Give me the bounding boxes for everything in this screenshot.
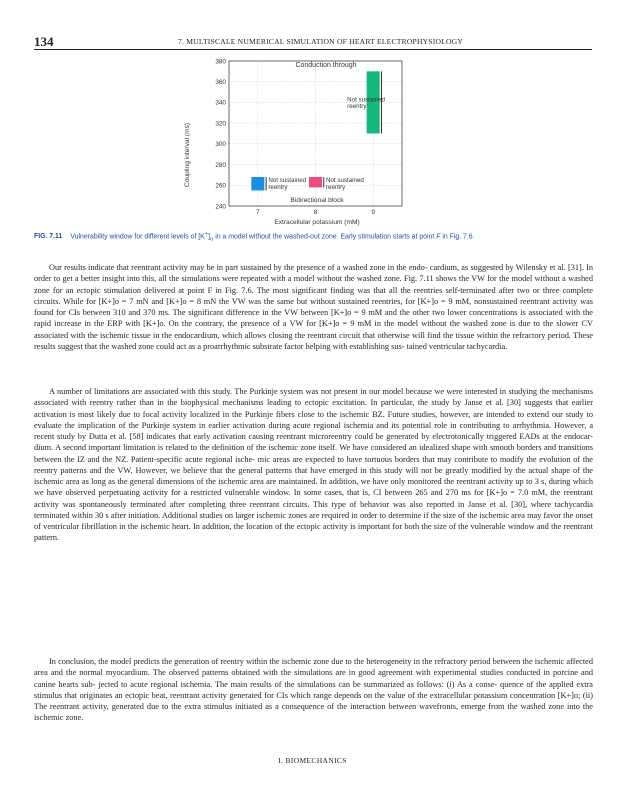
y-tick-label: 280	[215, 161, 226, 169]
range-bar-0	[251, 177, 264, 190]
range-bar-label-1: Not sustained reentry	[326, 177, 364, 191]
running-head: 7. MULTISCALE NUMERICAL SIMULATION OF HEART ELECTROPHYSIOLOGY	[178, 37, 464, 46]
footer-section: I. BIOMECHANICS	[278, 756, 347, 765]
y-tick-label: 340	[215, 99, 226, 107]
range-bar-1	[309, 177, 322, 187]
x-tick-label: 9	[371, 209, 375, 216]
range-bar-label-0: Not sustained reentry	[268, 177, 307, 191]
annotation-conduction-through: Conduction through	[295, 62, 357, 69]
range-bar-label-2: Not sustained reentry	[347, 96, 386, 111]
y-tick-label: 320	[215, 120, 226, 128]
paragraph-results: Our results indicate that reentrant activity may be in part sustained by the presence of a washed zone in the endo- cardium, as suggested by Wilensky et al. [31]. In order to get a better insight into this, all the simulations were repeated with a model without the washed zone. Fig. 7.11 shows the VW for the model without a washed zone for an ectopic stimulation delivered at point F in Fig. 7.6. The most significant finding was that all the reentries self-terminated after two or three complete circuits. While for [K+]o = 7 mN and [K+]o = 8 mN the VW was the same but without sustained reentries, for [K+]o = 9 mM, nonsustained reentrant activity was found for CIs between 310 and 370 ms. The significant difference in the VW between [K+]o = 9 mM and the other two lower concentrations is associated with the rapid increase in the ERP with [K+]o. On the contrary, the presence of a VW for [K+]o = 9 mM in the model without the washed zone is due to the slower CV associated with the ischemic tissue in the endocardium, which allows closing the reentrant circuit that otherwise will find the tissue within the refractory period. These results suggest that the washed zone could act as a proarrhythmic substrate factor helping with establishing sus- tained ventricular tachycardia.	[34, 263, 593, 351]
x-tick-label: 8	[313, 209, 318, 216]
y-tick-label: 380	[215, 58, 226, 66]
caption-text-c: in	[442, 233, 448, 241]
paragraph-limitations: A number of limitations are associated with this study. The Purkinje system was not present in our model because we were interested in studying the mechanisms associated with reentry rather than in the biophysical mechanisms leading to ectopic excitation. In particular, the study by Janse et al. [30] suggests that earlier activation is most likely due to focal activity localized in the Purkinje fibers close to the ischemic BZ. Future studies, however, are intended to extend our study to evaluate the implication of the Purkinje system in earlier activation during acute regional ischemia and its potential role in contributing to arrhythmia. However, a recent study by Dutta et al. [58] indicates that early activation causing reentrant microreentry could be generated by electrotonically triggered EADs at the endocar- dium. A second important limitation is related to the definition of the ischemic zone itself. We have considered an idealized shape with smooth borders and transitions between the IZ and the NZ. Patient-specific acute regional ische- mic areas are expected to have tortuous borders that may contribute to modify the evolution of the reentry patterns and the VW. However, we believe that the general patterns that have emerged in this study will not be greatly modified by the actual shape of the ischemic area as long as the general dimensions of the ischemic area are maintained. In addition, we have only monitored the reentrant activity up to 3 s, during which we have observed perpetuating activity for a restricted vulnerable window. In some cases, that is, CI between 265 and 270 ms for [K+]o = 7.0 mM, the reentrant activity was spontaneously terminated after completing three reentrant circuits. This type of behavior was also reported in Janse et al. [30], where tachycardia terminated within 30 s after initiation. Additional studies on larger ischemic zones are required in order to determine if the size of the ischemic area may favor the onset of ventricular fibrillation in the ischemic heart. In addition, the location of the ectopic activity is important for both the size of the vulnerable window and the reentrant pattern.	[34, 387, 593, 543]
x-ticks	[256, 209, 375, 216]
caption-figure-link[interactable]: Fig. 7.6	[449, 233, 473, 241]
x-tick-label: 7	[256, 209, 260, 216]
x-axis-label: Extracellular potassium (mM)	[274, 219, 360, 226]
bars	[251, 71, 385, 190]
header-rule	[34, 49, 592, 50]
caption-point: F	[436, 233, 441, 241]
y-tick-label: 360	[215, 79, 226, 87]
caption-text-a: Vulnerability window for different levels of [K	[70, 233, 205, 241]
page-number: 134	[34, 34, 54, 49]
y-axis-label: Coupling interval (ms)	[184, 122, 191, 188]
annotation-bidirectional-block: Bidirectional block	[290, 197, 344, 204]
paragraph-conclusion: In conclusion, the model predicts the generation of reentry within the ischemic zone due to the heterogeneity in the refractory period between the ischemic affected area and the normal myocardium. The observed patterns obtained with the simulations are in good agreement with experimental studies conducted in porcine and canine hearts sub- jected to acute regional ischemia. The main results of the simulations can be summarized as follows: (i) As a conse- quence of the applied extra stimulus that originates an ectopic beat, reentrant activity generated for CIs which range depends on the value of the extracellular potassium concentration [K+]o; (ii) The reentrant activity, generated due to the extra stimulus initiated as a consequence of the interaction between wavefronts, emerge from the washed zone into the ischemic zone.	[34, 657, 593, 723]
caption-text-b: in a model without the washed-out zone. Early stimulation starts at point	[215, 233, 435, 241]
figure-label: FIG. 7.11	[34, 233, 63, 241]
y-tick-label: 240	[215, 203, 226, 211]
y-ticks	[215, 58, 226, 210]
vulnerability-window-chart	[180, 52, 420, 228]
y-tick-label: 300	[215, 141, 226, 149]
figure-caption: FIG. 7.11 Vulnerability window for different levels of $[K^+]_o$ in a model without the washed-out zone. Early stimulation starts at point F in Fig. 7.6.	[34, 231, 475, 243]
y-tick-label: 260	[215, 182, 226, 190]
